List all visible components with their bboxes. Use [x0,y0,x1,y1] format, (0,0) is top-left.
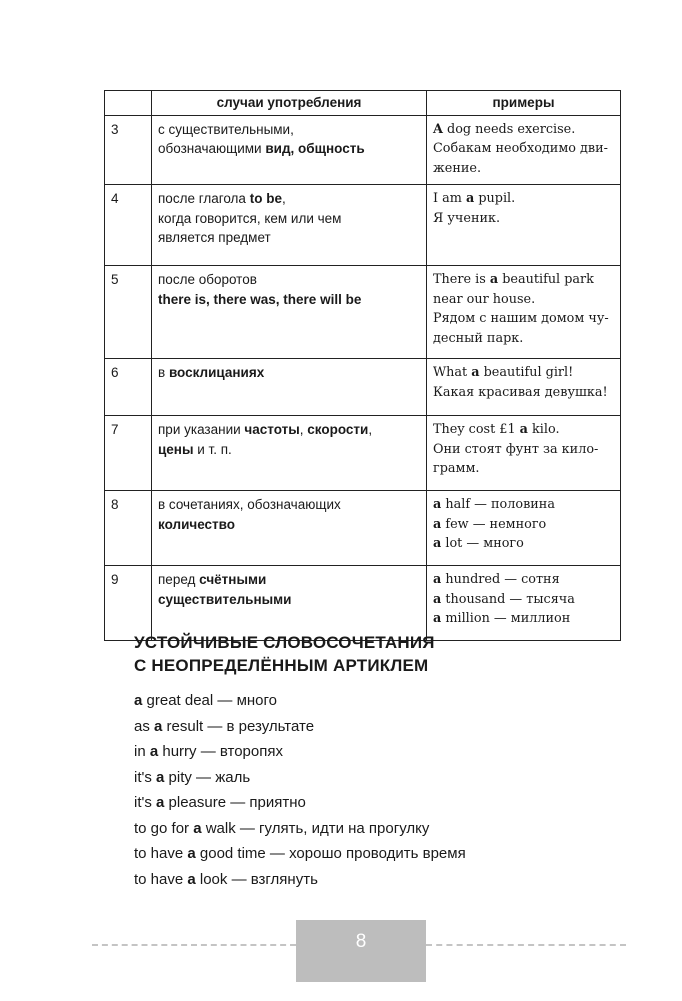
row-number: 3 [105,115,152,185]
example-line [433,609,614,629]
phrase-item [134,714,466,740]
phrase-text: good time — хорошо проводить время [195,845,466,862]
bold-text: there is, there was, there will be [158,291,362,307]
bold-text: восклицаниях [168,365,265,380]
example-line [433,159,614,179]
table-header-row [105,91,621,116]
row-number: 5 [105,266,152,359]
text-segment: десный парк. [433,330,524,346]
row-number: 8 [105,491,152,566]
usage-line [158,270,420,290]
text-segment: near our house. [433,291,536,307]
text-segment: когда говорится, кем или чем [158,210,342,226]
row-number: 9 [105,566,152,641]
bold-text: a [433,516,442,532]
set-phrases-list [134,688,466,892]
phrase-item [134,688,466,714]
table-row [105,416,621,491]
phrase-text: walk — гулять, идти на прогулку [201,819,430,837]
usage-line [158,570,420,590]
phrase-text: it's [134,768,157,786]
bold-text: to be [249,191,282,206]
text-segment: Рядом с нашим домом чу- [433,311,609,326]
text-segment: Я ученик. [433,210,501,226]
usage-line [158,209,420,229]
phrase-item [134,841,466,867]
phrase-item [134,790,466,816]
page-number-box [296,920,426,982]
phrase-text: pity — жаль [164,768,251,786]
phrase-text: look — взглянуть [195,870,318,888]
example-line [433,459,614,479]
bold-text: a [433,536,442,551]
phrase-text: pleasure — приятно [164,794,306,811]
bold-text: скорости [307,422,369,437]
example-line [433,363,614,383]
text-segment: с существительными, [158,121,294,137]
example-line [433,139,614,159]
footer-divider-left [92,944,296,946]
phrase-item [134,765,466,791]
example-line [433,440,614,460]
text-segment: после оборотов [158,272,257,287]
example-line [433,120,614,140]
usage-cell [152,491,427,566]
examples-cell [427,566,621,641]
usage-line [158,420,420,440]
article-bold: a [149,743,159,760]
text-segment: Какая красивая девушка! [433,384,608,400]
text-segment: является предмет [158,230,271,245]
example-line [433,270,614,290]
usage-line [158,590,420,610]
example-line [433,495,614,515]
article-bold: a [193,819,202,837]
text-segment: , [368,422,373,437]
page-number: 8 [355,931,367,952]
text-segment: после глагола [158,191,250,206]
article-bold: a [156,768,165,786]
phrase-item [134,867,466,893]
text-segment: обозначающими [158,141,266,156]
example-line [433,290,614,310]
phrase-text: hurry — второпях [158,743,283,760]
example-line [433,189,614,209]
examples-cell [427,115,621,185]
usage-cell [152,359,427,416]
article-usage-table [104,90,621,641]
examples-cell [427,359,621,416]
text-segment: half — половина [441,497,555,512]
article-bold: a [134,692,143,709]
bold-text: a [433,591,442,607]
bold-text: количество [158,516,236,532]
article-bold: a [187,845,196,862]
bold-text: вид, общность [265,141,365,156]
bold-text: A [433,121,443,137]
column-header-number [105,91,152,116]
bold-text: цены [158,441,194,457]
table-row [105,566,621,641]
table-row [105,491,621,566]
usage-cell [152,566,427,641]
examples-cell [427,185,621,266]
article-bold: a [154,717,163,735]
section-heading [134,631,435,677]
usage-line [158,228,420,248]
table-body [105,115,621,641]
phrase-text: result — в результате [162,717,315,735]
text-segment: hundred — сотня [441,572,560,587]
examples-cell [427,491,621,566]
examples-cell [427,416,621,491]
text-segment: I am [433,191,466,206]
row-number: 4 [105,185,152,266]
bold-text: счётными [199,572,267,587]
section-heading-line-2: С НЕОПРЕДЕЛЁННЫМ АРТИКЛЕМ [134,656,429,675]
example-line [433,590,614,610]
text-segment: , [299,422,308,437]
usage-line [158,290,420,310]
text-segment: There is [433,272,490,287]
usage-line [158,120,420,140]
usage-cell [152,115,427,185]
text-segment: pupil. [474,191,516,206]
row-number: 7 [105,416,152,491]
text-segment: few — немного [441,516,547,532]
text-segment: , [281,191,286,206]
example-line [433,309,614,329]
row-number: 6 [105,359,152,416]
article-bold: a [187,870,196,888]
usage-line [158,363,420,383]
table-row [105,266,621,359]
phrase-text: to have [134,845,188,862]
usage-line [158,440,420,460]
phrase-text: great deal — много [142,692,277,709]
text-segment: жение. [433,160,482,176]
bold-text: a [433,611,442,626]
bold-text: a [471,365,480,380]
usage-line [158,139,420,159]
bold-text: существительными [158,591,292,607]
text-segment: при указании [158,422,245,437]
table-row [105,185,621,266]
phrase-text: to have [134,870,188,888]
usage-line [158,189,420,209]
text-segment: million — миллион [441,611,571,626]
text-segment: dog needs exercise. [442,121,576,137]
text-segment: kilo. [527,422,560,437]
phrase-text: as [134,717,155,735]
footer-divider-right [426,944,626,946]
bold-text: частоты [244,422,300,437]
text-segment: перед [158,572,200,587]
bold-text: a [519,422,528,437]
article-bold: a [156,794,165,811]
bold-text: a [489,272,499,287]
phrase-text: to go for [134,819,194,837]
text-segment: lot — много [441,536,524,551]
text-segment: Они стоят фунт за кило- [433,441,599,457]
table-row [105,115,621,185]
examples-cell [427,266,621,359]
text-segment: thousand — тысяча [441,591,575,607]
usage-cell [152,416,427,491]
phrase-item [134,816,466,842]
example-line [433,383,614,403]
usage-line [158,495,420,515]
usage-cell [152,185,427,266]
example-line [433,515,614,535]
section-heading-line-1: УСТОЙЧИВЫЕ СЛОВОСОЧЕТАНИЯ [134,633,435,652]
text-segment: грамм. [433,461,480,476]
text-segment: в сочетаниях, обозначающих [158,497,341,512]
text-segment: Собакам необходимо дви- [433,141,608,156]
text-segment: в [158,365,169,380]
text-segment: What [433,365,472,380]
phrase-text: in [134,743,150,760]
example-line [433,570,614,590]
usage-line [158,515,420,535]
column-header-usage: случаи употребления [152,91,427,116]
phrase-text: it's [134,794,157,811]
column-header-examples: примеры [427,91,621,116]
bold-text: a [465,191,475,206]
example-line [433,209,614,229]
usage-cell [152,266,427,359]
example-line [433,329,614,349]
text-segment: beautiful girl! [479,365,574,380]
example-line [433,534,614,554]
bold-text: a [433,572,442,587]
phrase-item [134,739,466,765]
bold-text: a [433,497,442,512]
example-line [433,420,614,440]
text-segment: beautiful park [498,272,594,287]
text-segment: They cost £1 [433,422,520,437]
table-row [105,359,621,416]
text-segment: и т. п. [193,441,232,457]
